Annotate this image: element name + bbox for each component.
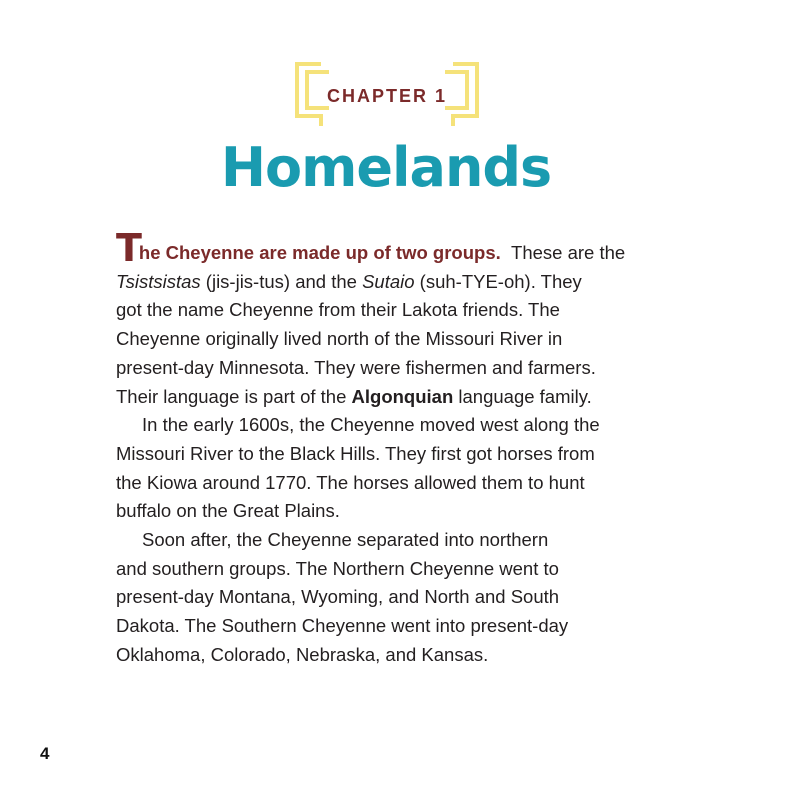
term-tsistsistas: Tsistsistas <box>116 270 201 292</box>
paragraph-2-line-2: Missouri River to the Black Hills. They first got horses from <box>116 442 595 464</box>
chapter-banner <box>295 62 479 130</box>
paragraph-1-line-2-end: (suh-TYE-oh). They <box>414 270 582 292</box>
page-number: 4 <box>40 744 50 763</box>
paragraph-1-line-2-mid: (jis-jis-tus) and the <box>200 270 363 292</box>
paragraph-1-line-1-rest: These are the <box>511 242 626 263</box>
page-title: Homelands <box>220 136 552 199</box>
lead-in-text: he Cheyenne are made up of two groups. <box>138 242 501 263</box>
paragraph-1-line-1 <box>116 226 676 270</box>
term-algonquian: Algonquian <box>351 385 454 407</box>
paragraph-3-line-1: Soon after, the Cheyenne separated into northern <box>142 529 549 551</box>
paragraph-1-line-6-start: Their language is part of the <box>116 385 352 407</box>
paragraph-3-line-2: and southern groups. The Northern Cheyenne went to <box>116 557 559 579</box>
paragraph-1-line-6-end: language family. <box>453 385 592 407</box>
paragraph-2-line-4: buffalo on the Great Plains. <box>116 500 340 522</box>
paragraph-3-line-3: present-day Montana, Wyoming, and North and South <box>116 586 560 608</box>
paragraph-1-line-4: Cheyenne originally lived north of the Missouri River in <box>116 328 563 350</box>
paragraph-1-line-5: present-day Minnesota. They were fishermen and farmers. <box>116 356 596 378</box>
paragraph-3-line-4: Dakota. The Southern Cheyenne went into present-day <box>116 615 569 637</box>
paragraph-3-line-5: Oklahoma, Colorado, Nebraska, and Kansas. <box>116 643 489 665</box>
paragraph-1-line-6 <box>116 383 676 412</box>
drop-cap: T <box>116 226 139 270</box>
body-text <box>116 226 676 670</box>
paragraph-1-line-2 <box>116 268 676 297</box>
paragraph-2-line-3: the Kiowa around 1770. The horses allowed them to hunt <box>116 471 585 493</box>
paragraph-2-line-1: In the early 1600s, the Cheyenne moved west along the <box>142 414 600 436</box>
term-sutaio: Sutaio <box>362 270 415 292</box>
chapter-label: CHAPTER 1 <box>326 86 447 106</box>
paragraph-1-line-3: got the name Cheyenne from their Lakota friends. The <box>116 299 560 321</box>
